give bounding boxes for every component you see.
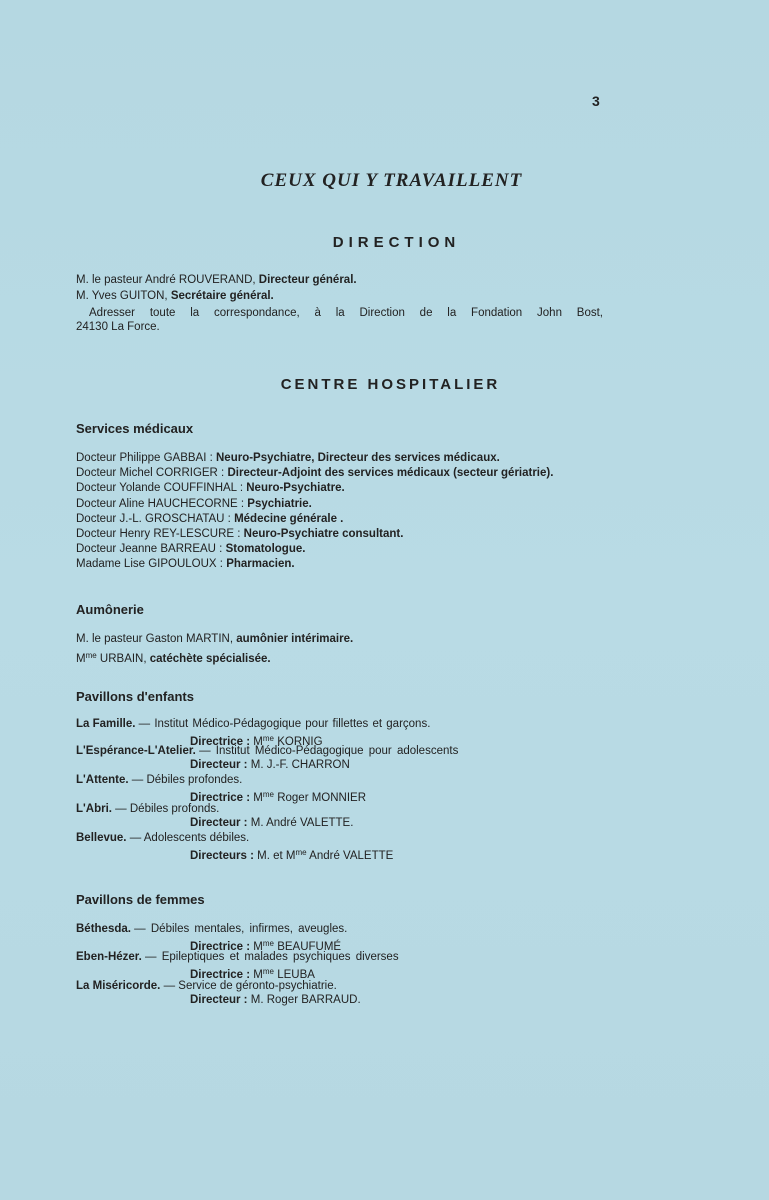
entry-name: Docteur Michel CORRIGER : bbox=[76, 467, 225, 479]
title-superscript: me bbox=[262, 939, 275, 948]
director-label: Directeur : bbox=[190, 994, 248, 1006]
entry-role: Directeur-Adjoint des services médicaux (secteur gériatrie). bbox=[227, 467, 554, 479]
pavilion-name: L'Espérance-L'Atelier. bbox=[76, 745, 196, 757]
director-label: Directeurs : bbox=[190, 850, 254, 862]
title-prefix: M bbox=[253, 941, 263, 953]
director-name: M. J.-F. CHARRON bbox=[250, 759, 350, 771]
pavilion-esperance-director bbox=[190, 758, 350, 773]
pavilion-name: Eben-Hézer. bbox=[76, 951, 142, 963]
medical-entry bbox=[76, 466, 553, 481]
entry-role: Médecine générale . bbox=[234, 513, 344, 525]
pavilion-attente bbox=[76, 773, 242, 788]
secretary-role: Secrétaire général. bbox=[170, 290, 274, 302]
pavilion-famille bbox=[76, 717, 430, 732]
director-name: M. Roger BARRAUD. bbox=[250, 994, 361, 1006]
title-prefix: M bbox=[253, 736, 263, 748]
medical-entry bbox=[76, 481, 345, 496]
pavilion-description: — Service de géronto-psychiatrie. bbox=[163, 980, 337, 992]
pavilion-abri-director bbox=[190, 816, 353, 831]
entry-role: Stomatologue. bbox=[225, 543, 306, 555]
chaplain-name: M. le pasteur Gaston MARTIN, bbox=[76, 633, 234, 645]
pavilion-description: — Débiles mentales, infirmes, aveugles. bbox=[134, 923, 348, 935]
title-prefix: M bbox=[253, 969, 263, 981]
direction-line-1 bbox=[76, 273, 357, 288]
director-label: Directeur : bbox=[190, 817, 248, 829]
title-superscript: me bbox=[85, 651, 97, 660]
director-name: M. le pasteur André ROUVERAND, bbox=[76, 274, 256, 286]
director-name: M. André VALETTE. bbox=[250, 817, 354, 829]
pavilion-eben-hezer bbox=[76, 950, 399, 965]
pavilion-name: La Famille. bbox=[76, 718, 136, 730]
entry-name: Madame Lise GIPOULOUX : bbox=[76, 558, 223, 570]
title-superscript: me bbox=[262, 734, 275, 743]
women-pavilions-heading: Pavillons de femmes bbox=[76, 892, 205, 907]
catechist-name: URBAIN, bbox=[96, 653, 147, 665]
medical-entry bbox=[76, 557, 295, 572]
pavilion-name: L'Attente. bbox=[76, 774, 129, 786]
pavilion-name: La Miséricorde. bbox=[76, 980, 161, 992]
direction-line-2 bbox=[76, 289, 274, 304]
director-label: Directrice : bbox=[190, 941, 251, 953]
pavilion-name: L'Abri. bbox=[76, 803, 112, 815]
director-name: KORNIG bbox=[274, 736, 323, 748]
pavilion-abri bbox=[76, 802, 219, 817]
secretary-name: M. Yves GUITON, bbox=[76, 290, 168, 302]
director-name: André VALETTE bbox=[306, 850, 394, 862]
medical-entry bbox=[76, 497, 312, 512]
director-role: Directeur général. bbox=[258, 274, 357, 286]
pavilion-name: Bellevue. bbox=[76, 832, 127, 844]
medical-heading: Services médicaux bbox=[76, 421, 194, 436]
address-line-2: 24130 La Force. bbox=[76, 321, 160, 333]
title-prefix: M. et M bbox=[257, 850, 296, 862]
pavilion-name: Béthesda. bbox=[76, 923, 131, 935]
pavilion-description: — Institut Médico-Pédagogique pour adolescents bbox=[199, 745, 459, 757]
pavilion-bellevue bbox=[76, 831, 249, 846]
director-name: BEAUFUMÉ bbox=[274, 941, 342, 953]
pavilion-bethesda bbox=[76, 922, 347, 937]
catechist-role: catéchète spécialisée. bbox=[149, 653, 271, 665]
children-pavilions-heading: Pavillons d'enfants bbox=[76, 689, 194, 704]
chaplaincy-line-1 bbox=[76, 632, 353, 647]
director-label: Directeur : bbox=[190, 759, 248, 771]
entry-name: Docteur Aline HAUCHECORNE : bbox=[76, 498, 245, 510]
entry-name: Docteur Philippe GABBAI : bbox=[76, 452, 213, 464]
director-label: Directrice : bbox=[190, 969, 251, 981]
title-superscript: me bbox=[262, 967, 275, 976]
medical-entry bbox=[76, 512, 343, 527]
pavilion-description: — Adolescents débiles. bbox=[129, 832, 250, 844]
pavilion-bellevue-director bbox=[190, 845, 393, 864]
direction-heading: DIRECTION bbox=[332, 234, 461, 251]
entry-name: Docteur Yolande COUFFINHAL : bbox=[76, 482, 244, 494]
title-prefix: M bbox=[253, 792, 263, 804]
pavilion-misericorde bbox=[76, 979, 337, 994]
address-line-1: Adresser toute la correspondance, à la Direction de la Fondation John Bost, bbox=[89, 307, 603, 319]
pavilion-description: — Débiles profondes. bbox=[131, 774, 243, 786]
entry-name: Docteur J.-L. GROSCHATAU : bbox=[76, 513, 231, 525]
medical-entry bbox=[76, 451, 500, 466]
entry-role: Pharmacien. bbox=[226, 558, 295, 570]
entry-role: Neuro-Psychiatre, Directeur des services médicaux. bbox=[216, 452, 500, 464]
entry-role: Neuro-Psychiatre. bbox=[246, 482, 345, 494]
medical-entry bbox=[76, 542, 305, 557]
title-superscript: me bbox=[262, 790, 275, 799]
medical-entry bbox=[76, 527, 403, 542]
entry-role: Neuro-Psychiatre consultant. bbox=[243, 528, 404, 540]
entry-name: Docteur Jeanne BARREAU : bbox=[76, 543, 223, 555]
pavilion-esperance bbox=[76, 744, 458, 759]
director-name: Roger MONNIER bbox=[274, 792, 367, 804]
entry-name: Docteur Henry REY-LESCURE : bbox=[76, 528, 241, 540]
chaplaincy-line-2 bbox=[76, 648, 271, 667]
pavilion-misericorde-director bbox=[190, 993, 361, 1008]
chaplain-role: aumônier intérimaire. bbox=[236, 633, 354, 645]
director-name: LEUBA bbox=[274, 969, 315, 981]
title-prefix: M bbox=[76, 653, 86, 665]
pavilion-description: — Epileptiques et malades psychiques diverses bbox=[145, 951, 399, 963]
page-title: CEUX QUI Y TRAVAILLENT bbox=[260, 170, 523, 191]
title-superscript: me bbox=[295, 848, 307, 857]
entry-role: Psychiatrie. bbox=[247, 498, 312, 510]
director-label: Directrice : bbox=[190, 792, 251, 804]
page-number: 3 bbox=[592, 93, 600, 109]
pavilion-description: — Débiles profonds. bbox=[115, 803, 220, 815]
director-label: Directrice : bbox=[190, 736, 251, 748]
pavilion-description: — Institut Médico-Pédagogique pour fillettes et garçons. bbox=[138, 718, 431, 730]
centre-heading: CENTRE HOSPITALIER bbox=[280, 376, 501, 393]
chaplaincy-heading: Aumônerie bbox=[76, 602, 144, 617]
